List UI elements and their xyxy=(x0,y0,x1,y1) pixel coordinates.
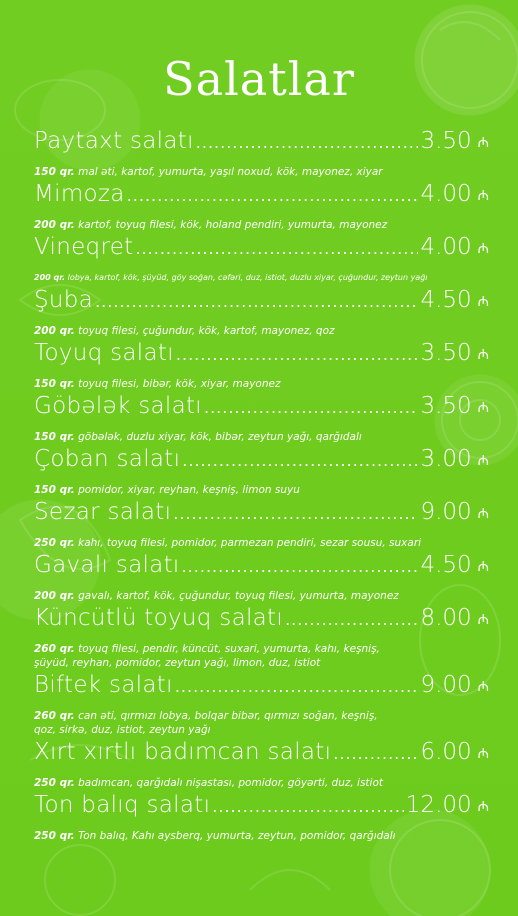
manat-icon: ₼ xyxy=(477,400,489,416)
menu-item-name: Küncütlü toyuq salatı xyxy=(34,605,284,631)
menu-item-weight: 150 qr. xyxy=(34,166,75,178)
menu-item-name: Sezar salatı xyxy=(34,499,172,525)
menu-item-description xyxy=(34,709,489,723)
menu-item-price: 3.50 xyxy=(420,340,472,366)
menu-item-ingredients: göbələk, duzlu xiyar, kök, bibər, zeytun yağı, qarğıdalı xyxy=(78,431,362,443)
menu-item-price: 3.50 xyxy=(420,128,472,154)
menu-item xyxy=(34,287,489,338)
menu-item-row xyxy=(34,605,489,641)
menu-item-name: Çoban salatı xyxy=(34,446,181,472)
menu-item-row xyxy=(34,393,489,429)
menu-item xyxy=(34,605,489,670)
menu-item-ingredients: toyuq filesi, pendir, küncüt, suxari, yumurta, kahı, keşniş, xyxy=(78,643,380,655)
menu-item-row xyxy=(34,499,489,535)
manat-icon: ₼ xyxy=(477,188,489,204)
menu-item-description xyxy=(34,483,489,497)
menu-item-description xyxy=(34,589,489,603)
menu-item-ingredients: badımcan, qarğıdalı nişastası, pomidor, göyərti, duz, istiot xyxy=(78,777,383,789)
menu-item-description xyxy=(34,165,489,179)
manat-icon: ₼ xyxy=(477,135,489,151)
menu-item xyxy=(34,340,489,391)
manat-icon: ₼ xyxy=(477,294,489,310)
menu-item-ingredients-continued: şüyüd, reyhan, pomidor, zeytun yağı, limon, duz, istiot xyxy=(34,657,321,669)
page-title: Salatlar xyxy=(163,52,355,106)
menu-item-ingredients: toyuq filesi, çuğundur, kök, kartof, mayonez, qoz xyxy=(78,325,335,337)
menu-item-name: Paytaxt salatı xyxy=(34,128,194,154)
dot-leader xyxy=(175,679,419,695)
menu-item-name: Şuba xyxy=(34,287,94,313)
manat-icon: ₼ xyxy=(477,612,489,628)
menu-item-price: 9.00 xyxy=(420,672,472,698)
menu-item-row xyxy=(34,792,489,828)
dot-leader xyxy=(176,347,419,363)
menu-item-row xyxy=(34,340,489,376)
menu-item-weight: 200 qr. xyxy=(34,219,75,231)
menu-list xyxy=(34,128,489,845)
menu-item-weight: 260 qr. xyxy=(34,710,75,722)
menu-item-ingredients: mal əti, kartof, yumurta, yaşıl noxud, kök, mayonez, xiyar xyxy=(78,166,383,178)
menu-item-row xyxy=(34,234,489,270)
manat-icon: ₼ xyxy=(477,559,489,575)
menu-item-name: Toyuq salatı xyxy=(34,340,174,366)
menu-item-ingredients: can əti, qırmızı lobya, bolqar bibər, qırmızı soğan, keşniş, xyxy=(78,710,378,722)
menu-item-description xyxy=(34,776,489,790)
menu-item-name: Ton balıq salatı xyxy=(34,792,211,818)
menu-item xyxy=(34,552,489,603)
menu-item-name: Vineqret xyxy=(34,234,134,260)
menu-item-row xyxy=(34,128,489,164)
menu-item-ingredients: Ton balıq, Kahı aysberq, yumurta, zeytun, pomidor, qarğıdalı xyxy=(78,830,396,842)
menu-item-ingredients: lobya, kartof, kök, şüyüd, göy soğan, cəfəri, duz, istiot, duzlu xiyar, çuğundur, zeytun yağı xyxy=(67,273,428,282)
menu-item-ingredients: pomidor, xiyar, reyhan, keşniş, limon suyu xyxy=(78,484,300,496)
menu-item-description xyxy=(34,430,489,444)
menu-item-price: 8.00 xyxy=(420,605,472,631)
menu-item-ingredients: kartof, toyuq filesi, kök, holand pendiri, yumurta, mayonez xyxy=(78,219,388,231)
manat-icon: ₼ xyxy=(477,241,489,257)
menu-item-weight: 260 qr. xyxy=(34,643,75,655)
menu-item xyxy=(34,672,489,737)
menu-item-price: 4.00 xyxy=(420,234,472,260)
menu-item-ingredients: kahı, toyuq filesi, pomidor, parmezan pendiri, sezar sousu, suxari xyxy=(78,537,422,549)
menu-item-price: 12.00 xyxy=(405,792,472,818)
menu-item-weight: 250 qr. xyxy=(34,537,75,549)
menu-item xyxy=(34,499,489,550)
menu-item-description xyxy=(34,324,489,338)
menu-item-weight: 250 qr. xyxy=(34,830,75,842)
dot-leader xyxy=(204,400,418,416)
menu-item-price: 4.50 xyxy=(420,552,472,578)
menu-item-price: 4.00 xyxy=(420,181,472,207)
menu-item-weight: 150 qr. xyxy=(34,378,75,390)
menu-item-description xyxy=(34,218,489,232)
dot-leader xyxy=(212,799,404,815)
menu-item-name: Xırt xırtlı badımcan salatı xyxy=(34,739,332,765)
menu-item-name: Mimoza xyxy=(34,181,125,207)
menu-item-weight: 200 qr. xyxy=(34,325,75,337)
menu-item-ingredients: gavalı, kartof, kök, çuğundur, toyuq filesi, yumurta, mayonez xyxy=(78,590,399,602)
menu-item-price: 6.00 xyxy=(420,739,472,765)
menu-item-description xyxy=(34,536,489,550)
menu-item-price: 9.00 xyxy=(420,499,472,525)
manat-icon: ₼ xyxy=(477,746,489,762)
manat-icon: ₼ xyxy=(477,799,489,815)
dot-leader xyxy=(95,294,418,310)
menu-item-row xyxy=(34,672,489,708)
menu-item-weight: 200 qr. xyxy=(34,590,75,602)
menu-item-description xyxy=(34,377,489,391)
menu-item-price: 4.50 xyxy=(420,287,472,313)
dot-leader xyxy=(127,188,419,204)
manat-icon: ₼ xyxy=(477,347,489,363)
menu-item-price: 3.00 xyxy=(420,446,472,472)
menu-item-description xyxy=(34,829,489,843)
menu-item xyxy=(34,446,489,497)
menu-item xyxy=(34,393,489,444)
menu-item-row xyxy=(34,552,489,588)
menu-item xyxy=(34,128,489,179)
dot-leader xyxy=(182,453,418,469)
menu-item-ingredients-continued: qoz, sirkə, duz, istiot, zeytun yağı xyxy=(34,724,211,736)
manat-icon: ₼ xyxy=(477,453,489,469)
menu-item-weight: 250 qr. xyxy=(34,777,75,789)
menu-item-name: Biftek salatı xyxy=(34,672,173,698)
menu-item-weight: 150 qr. xyxy=(34,484,75,496)
menu-item-weight: 150 qr. xyxy=(34,431,75,443)
menu-item-row xyxy=(34,446,489,482)
dot-leader xyxy=(196,135,419,151)
menu-item xyxy=(34,739,489,790)
menu-item-ingredients: toyuq filesi, bibər, kök, xiyar, mayonez xyxy=(78,378,281,390)
menu-item-weight: 200 qr. xyxy=(34,273,66,282)
dot-leader xyxy=(285,612,418,628)
dot-leader xyxy=(173,506,418,522)
menu-item-row xyxy=(34,739,489,775)
manat-icon: ₼ xyxy=(477,679,489,695)
menu-item-name: Göbələk salatı xyxy=(34,393,202,419)
dot-leader xyxy=(333,746,418,762)
menu-item-row xyxy=(34,287,489,323)
menu-item xyxy=(34,234,489,285)
dot-leader xyxy=(182,559,419,575)
menu-item-description xyxy=(34,642,489,656)
menu-item-row xyxy=(34,181,489,217)
menu-item-name: Gavalı salatı xyxy=(34,552,180,578)
menu-item xyxy=(34,181,489,232)
menu-item-description xyxy=(34,271,489,285)
dot-leader xyxy=(135,241,418,257)
menu-item xyxy=(34,792,489,843)
manat-icon: ₼ xyxy=(477,506,489,522)
menu-item-price: 3.50 xyxy=(420,393,472,419)
